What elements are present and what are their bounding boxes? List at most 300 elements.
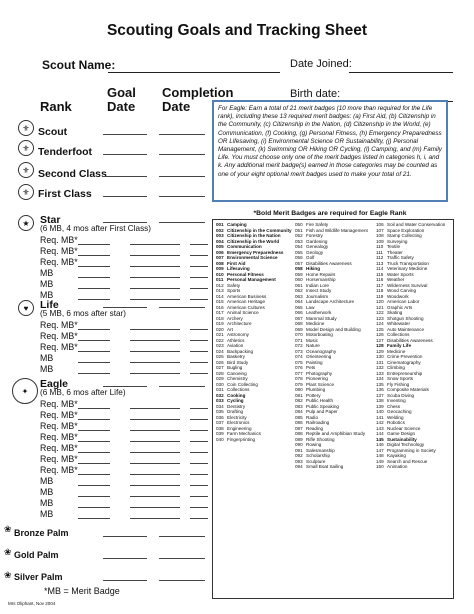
merit-badge-name: Farm Mechanics [227,431,261,436]
silver-palm-goal-line[interactable] [103,580,147,581]
life-write-line[interactable] [130,362,180,363]
eagle-write-line[interactable] [190,474,208,475]
merit-badge-number: 088 [295,431,303,436]
merit-badge-name: Digital Technology [387,442,425,447]
merit-badge-column-2 [295,222,375,470]
star-write-line[interactable] [130,244,180,245]
merit-badge-number: 134 [376,376,384,381]
first-class-badge-icon: ⚜ [18,184,34,200]
merit-badge-number: 143 [376,425,384,431]
life-line: MB [40,353,54,363]
merit-badge-number: 079 [295,381,303,387]
bronze-palm-icon: ❀ [4,524,12,534]
merit-badge-number: 066 [295,310,303,315]
merit-badge-name: Welding [387,414,404,420]
merit-badge-name: Fly Fishing [387,381,410,387]
merit-badge-name: Citizenship in the Community [227,227,292,233]
merit-badge-number: 146 [376,442,384,447]
merit-badge-number: 111 [376,249,383,255]
life-write-line[interactable] [190,351,208,352]
merit-badge-name: Aviation [227,343,244,348]
merit-badge-number: 107 [376,227,384,233]
eagle-write-line[interactable] [78,496,110,497]
rank-second-class: Second Class [38,168,107,180]
star-write-line[interactable] [190,277,208,278]
merit-badge-name: Animation [387,464,408,469]
merit-badge-number: 127 [376,337,384,343]
merit-badge-name: Disabilities Awareness [387,337,433,343]
merit-badge-number: 035 [216,409,224,414]
life-write-line[interactable] [130,340,180,341]
eagle-write-line[interactable] [130,441,180,442]
merit-badge-name: Soil and Water Conservation [387,222,446,227]
merit-badge-number: 115 [376,271,384,277]
merit-badge-number: 059 [295,271,303,277]
eagle-merit-badge-lines [40,399,78,520]
merit-badge-number: 112 [376,255,384,260]
merit-badge-name: Reptile and Amphibian Study [306,431,365,436]
merit-badge-name: Wood Carving [387,288,417,293]
star-write-line[interactable] [130,266,180,267]
merit-badge-name: Sustainability [387,436,417,442]
scout-completion-line[interactable] [159,134,205,135]
scout-name-field[interactable] [108,72,280,73]
bronze-palm-goal-line[interactable] [103,536,147,537]
merit-badge-number: 119 [376,293,384,299]
eagle-write-line[interactable] [190,430,208,431]
merit-badge-name: Environmental Science [227,255,278,260]
eagle-completion-line[interactable] [159,386,205,387]
merit-badge-name: Collections [227,387,250,392]
merit-badge-column-1 [216,222,294,442]
merit-badge-name: Whitewater [387,321,410,326]
merit-badge-name: Landscape Architecture [306,299,355,304]
merit-badge-name: Canoeing [227,370,247,376]
second-class-goal-line[interactable] [103,176,147,177]
merit-badge-number: 065 [295,304,303,310]
merit-badge-number: 090 [295,442,303,447]
merit-badge-name: Pottery [306,392,321,398]
star-write-line[interactable] [78,288,110,289]
merit-badge-number: 121 [376,304,384,310]
eagle-line: Req. MB* [40,454,78,464]
merit-badge-name: Crime Prevention [387,354,423,359]
merit-badge-number: 116 [376,277,384,282]
merit-badge-name: Sculpture [306,458,326,464]
eagle-write-line[interactable] [190,452,208,453]
tenderfoot-goal-line[interactable] [103,154,147,155]
merit-badge-number: 114 [376,266,384,271]
merit-badge-name: Journalism [306,293,329,299]
merit-badge-number: 021 [216,332,224,337]
rank-life: Life [40,299,59,311]
merit-badge-name: Cycling [227,398,244,403]
star-goal-line[interactable] [103,222,147,223]
merit-badge-list-header: *Bold Merit Badges are required for Eagle Rank [253,210,407,217]
star-write-line[interactable] [190,244,208,245]
merit-badge-name: Radio [306,414,319,420]
merit-badge-name: Snow Sports [387,376,414,381]
life-requirement-note: (5 MB, 6 mos after star) [40,309,126,318]
merit-badge-name: Emergency Preparedness [227,249,284,255]
life-merit-badge-lines [40,320,78,375]
merit-badge-number: 069 [295,326,303,332]
merit-badge-name: Lifesaving [227,266,250,271]
merit-badge-number: 091 [295,447,303,453]
eagle-write-line[interactable] [130,518,180,519]
eagle-write-line[interactable] [78,507,110,508]
silver-palm-completion-line[interactable] [159,580,205,581]
gold-palm-icon: ❀ [4,547,12,557]
merit-badge-name: Geocaching [387,409,412,414]
eagle-write-line[interactable] [190,419,208,420]
merit-badge-name: First Aid [227,260,246,266]
eagle-line: Req. MB* [40,432,78,442]
eagle-write-line[interactable] [130,408,180,409]
first-class-goal-line[interactable] [103,196,147,197]
eagle-write-line[interactable] [130,485,180,486]
merit-badge-number: 072 [295,343,303,348]
merit-badge-name: Leatherwork [306,310,332,315]
life-write-line[interactable] [78,329,110,330]
life-line: MB [40,364,54,374]
eagle-line: Req. MB* [40,443,78,453]
eagle-write-line[interactable] [78,463,110,464]
merit-badge-number: 070 [295,332,303,337]
merit-badge-name: Model Design and Building [306,326,361,332]
merit-badge-number: 150 [376,464,384,469]
merit-badge-name: Disabilities Awareness [306,260,352,266]
eagle-write-line[interactable] [190,463,208,464]
star-write-line[interactable] [190,255,208,256]
eagle-write-line[interactable] [130,474,180,475]
merit-badge-name: Theater [387,249,403,255]
eagle-write-line[interactable] [130,419,180,420]
merit-badge-number: 085 [295,414,303,420]
merit-badge-number: 060 [295,277,303,282]
eagle-line: Req. MB* [40,399,78,409]
merit-badge-number: 108 [376,233,384,238]
merit-badge-number: 129 [376,348,384,354]
merit-badge-number: 117 [376,282,384,288]
eagle-write-line[interactable] [130,452,180,453]
life-completion-line[interactable] [159,307,205,308]
star-write-line[interactable] [78,266,110,267]
merit-badge-name: Composite Materials [387,387,429,392]
merit-badge-number: 062 [295,288,303,293]
life-write-line[interactable] [78,340,110,341]
scout-goal-line[interactable] [103,134,147,135]
merit-badge-number: 145 [376,436,384,442]
merit-badge-number: 141 [376,414,384,420]
eagle-goal-line[interactable] [103,386,147,387]
eagle-write-line[interactable] [78,441,110,442]
merit-badge-name: Nuclear Science [387,425,421,431]
merit-badge-number: 002 [216,227,224,233]
merit-badge-name: Rifle Shooting [306,436,335,442]
merit-badge-number: 030 [216,381,224,387]
merit-badge-name: Fish and Wildlife Management [306,227,368,233]
eagle-write-line[interactable] [130,507,180,508]
merit-badge-number: 063 [295,293,303,299]
merit-badge-name: American Business [227,293,267,299]
life-write-line[interactable] [78,351,110,352]
merit-badge-name: Home Repairs [306,271,336,277]
merit-badge-name: Veterinary Medicine [387,266,428,271]
merit-badge-number: 139 [376,403,384,409]
page-title: Scouting Goals and Tracking Sheet [106,22,368,39]
merit-badge-name: Personal Fitness [227,271,264,277]
life-goal-line[interactable] [103,307,147,308]
merit-badge-number: 016 [216,304,224,310]
star-line: Req. MB* [40,257,78,267]
star-write-line[interactable] [78,255,110,256]
merit-badge-number: 040 [216,436,224,442]
date-joined-field[interactable] [349,72,453,73]
merit-badge-number: 136 [376,387,384,392]
merit-badge-name: Skating [387,310,403,315]
merit-badge-number: 038 [216,425,224,431]
merit-badge-name: Safety [227,282,241,288]
merit-badge-name: Basketry [227,354,245,359]
merit-badge-number: 140 [376,409,384,414]
merit-badge-name: Shotgun Shooting [387,315,424,321]
merit-badge-name: Scuba Diving [387,392,415,398]
life-badge-icon: ♥ [18,300,34,316]
first-class-completion-line[interactable] [159,196,205,197]
merit-badge-number: 086 [295,420,303,425]
merit-badge-name: Bugling [227,365,243,370]
merit-badge-name: Space Exploration [387,227,425,233]
merit-badge-number: 126 [376,332,384,337]
star-write-line[interactable] [78,299,110,300]
merit-badge-name: Law [306,304,315,310]
merit-badge-name: Medicine [306,321,325,326]
life-line: Req. MB* [40,320,78,330]
eagle-write-line[interactable] [190,441,208,442]
eagle-badge-icon: ✦ [12,378,38,404]
merit-badge-number: 109 [376,238,384,244]
merit-badge-name: Salesmanship [306,447,335,453]
merit-badge-name: American Labor [387,299,420,304]
rank-star: Star [40,214,61,226]
eagle-write-line[interactable] [130,463,180,464]
eagle-line: MB [40,476,54,486]
second-class-completion-line[interactable] [159,176,205,177]
life-write-line[interactable] [130,329,180,330]
life-write-line[interactable] [130,373,180,374]
merit-badge-name: Golf [306,255,315,260]
merit-badge-name: Medicine [387,348,406,354]
merit-badge-name: Programming in Society [387,447,436,453]
merit-badge-column-3 [376,222,454,470]
merit-badge-number: 029 [216,376,224,381]
eagle-write-line[interactable] [130,496,180,497]
life-write-line[interactable] [78,373,110,374]
star-write-line[interactable] [130,299,180,300]
merit-badge-number: 128 [376,343,384,348]
tenderfoot-completion-line[interactable] [159,154,205,155]
merit-badge-number: 005 [216,244,224,249]
merit-badge-name: Inventing [387,398,406,403]
merit-badge-number: 106 [376,222,384,227]
star-write-line[interactable] [78,277,110,278]
merit-badge-name: Citizenship in the Nation [227,233,281,238]
merit-badge-number: 113 [376,260,384,266]
merit-badge-number: 137 [376,392,384,398]
merit-badge-name: Fire Safety [306,222,329,227]
merit-badge-number: 084 [295,409,303,414]
star-requirement-note: (6 MB, 4 mos after First Class) [40,224,152,233]
merit-badge-name: Hiking [306,266,321,271]
life-write-line[interactable] [190,373,208,374]
merit-badge-number: 001 [216,222,224,227]
fleur-de-lis-icon: ⚜ [18,120,34,136]
merit-badge-list [212,219,454,599]
merit-badge-name: Chess [387,403,401,409]
merit-badge-name: Drafting [227,409,244,414]
eagle-write-line[interactable] [78,419,110,420]
birth-date-label: Birth date: [290,88,341,100]
merit-badge-number: 124 [376,321,384,326]
merit-badge-name: Family Life [387,343,411,348]
bronze-palm-completion-line[interactable] [159,536,205,537]
merit-badge-name: Art [227,326,233,332]
merit-badge-name: Collections [387,332,410,337]
eagle-write-line[interactable] [190,485,208,486]
star-write-line[interactable] [78,244,110,245]
second-class-badge-icon: ⚜ [18,162,34,178]
merit-badge-name: Dentistry [227,403,246,409]
merit-badge-item [376,464,454,470]
merit-badge-name: Painting [306,359,323,365]
merit-badge-footnote: *MB = Merit Badge [44,586,120,596]
merit-badge-name: Motorboating [306,332,333,337]
merit-badge-number: 050 [295,222,303,227]
merit-badge-number: 061 [295,282,303,288]
merit-badge-name: Coin Collecting [227,381,258,387]
eagle-line: MB [40,498,54,508]
merit-badge-number: 052 [295,233,303,238]
eagle-write-line[interactable] [190,518,208,519]
star-write-line[interactable] [190,266,208,267]
merit-badge-name: Indian Lore [306,282,329,288]
eagle-requirement-note: (6 MB, 6 mos after Life) [40,388,126,397]
merit-badge-name: Sports [227,288,241,293]
star-line: MB [40,268,54,278]
merit-badge-name: American Cultures [227,304,265,310]
merit-badge-number: 147 [376,447,384,453]
star-line: Req. MB* [40,246,78,256]
life-write-line[interactable] [130,351,180,352]
star-write-line[interactable] [130,288,180,289]
merit-badge-number: 067 [295,315,303,321]
eagle-write-line[interactable] [78,430,110,431]
merit-badge-name: Orienteering [306,354,332,359]
merit-badge-name: Climbing [387,365,405,370]
star-write-line[interactable] [190,299,208,300]
merit-badge-number: 036 [216,414,224,420]
merit-badge-name: Forestry [306,233,323,238]
eagle-write-line[interactable] [190,408,208,409]
palm-gold: Gold Palm [14,550,59,560]
eagle-write-line[interactable] [78,452,110,453]
gold-palm-completion-line[interactable] [159,558,205,559]
merit-badge-number: 123 [376,315,384,321]
eagle-write-line[interactable] [78,485,110,486]
eagle-line: Req. MB* [40,465,78,475]
star-badge-icon: ★ [18,215,34,231]
merit-badge-name: Electronics [227,420,250,425]
star-write-line[interactable] [130,255,180,256]
merit-badge-name: Surveying [387,238,408,244]
merit-badge-number: 132 [376,365,384,370]
merit-badge-name: Athletics [227,337,245,343]
merit-badge-name: Robotics [387,420,405,425]
merit-badge-name: Archery [227,315,243,321]
eagle-write-line[interactable] [130,430,180,431]
merit-badge-number: 003 [216,233,224,238]
merit-badge-number: 008 [216,260,224,266]
eagle-write-line[interactable] [190,507,208,508]
merit-badge-number: 031 [216,387,224,392]
merit-badge-name: Electricity [227,414,247,420]
merit-badge-number: 056 [295,255,303,260]
life-write-line[interactable] [78,362,110,363]
merit-badge-number: 118 [376,288,384,293]
merit-badge-name: Plumbing [306,387,326,392]
star-write-line[interactable] [130,277,180,278]
merit-badge-number: 080 [295,387,303,392]
merit-badge-name: Plant Science [306,381,335,387]
merit-badge-number: 122 [376,310,384,315]
life-write-line[interactable] [190,329,208,330]
life-write-line[interactable] [190,340,208,341]
merit-badge-number: 082 [295,398,303,403]
merit-badge-number: 125 [376,326,384,332]
merit-badge-number: 024 [216,348,224,354]
merit-badge-number: 037 [216,420,224,425]
merit-badge-number: 149 [376,458,384,464]
merit-badge-name: Astronomy [227,332,249,337]
star-line: Req. MB* [40,235,78,245]
gold-palm-goal-line[interactable] [103,558,147,559]
eagle-write-line[interactable] [78,474,110,475]
merit-badge-number: 054 [295,244,303,249]
eagle-write-line[interactable] [190,496,208,497]
merit-badge-name: Music [306,337,318,343]
star-write-line[interactable] [190,288,208,289]
merit-badge-number: 068 [295,321,303,326]
eagle-write-line[interactable] [78,408,110,409]
merit-badge-item [295,464,375,470]
merit-badge-number: 093 [295,458,303,464]
merit-badge-name: Architecture [227,321,252,326]
merit-badge-number: 034 [216,403,224,409]
star-completion-line[interactable] [159,222,205,223]
merit-badge-name: Woodwork [387,293,409,299]
merit-badge-number: 022 [216,337,224,343]
rank-header: Rank [40,99,72,114]
merit-badge-number: 135 [376,381,384,387]
merit-badge-name: Small Boat Sailing [306,464,344,469]
life-write-line[interactable] [190,362,208,363]
merit-badge-name: Kayaking [387,453,406,458]
merit-badge-name: Auto Maintenance [387,326,425,332]
merit-badge-name: Traffic Safety [387,255,414,260]
merit-badge-name: American Heritage [227,299,266,304]
eagle-write-line[interactable] [78,518,110,519]
